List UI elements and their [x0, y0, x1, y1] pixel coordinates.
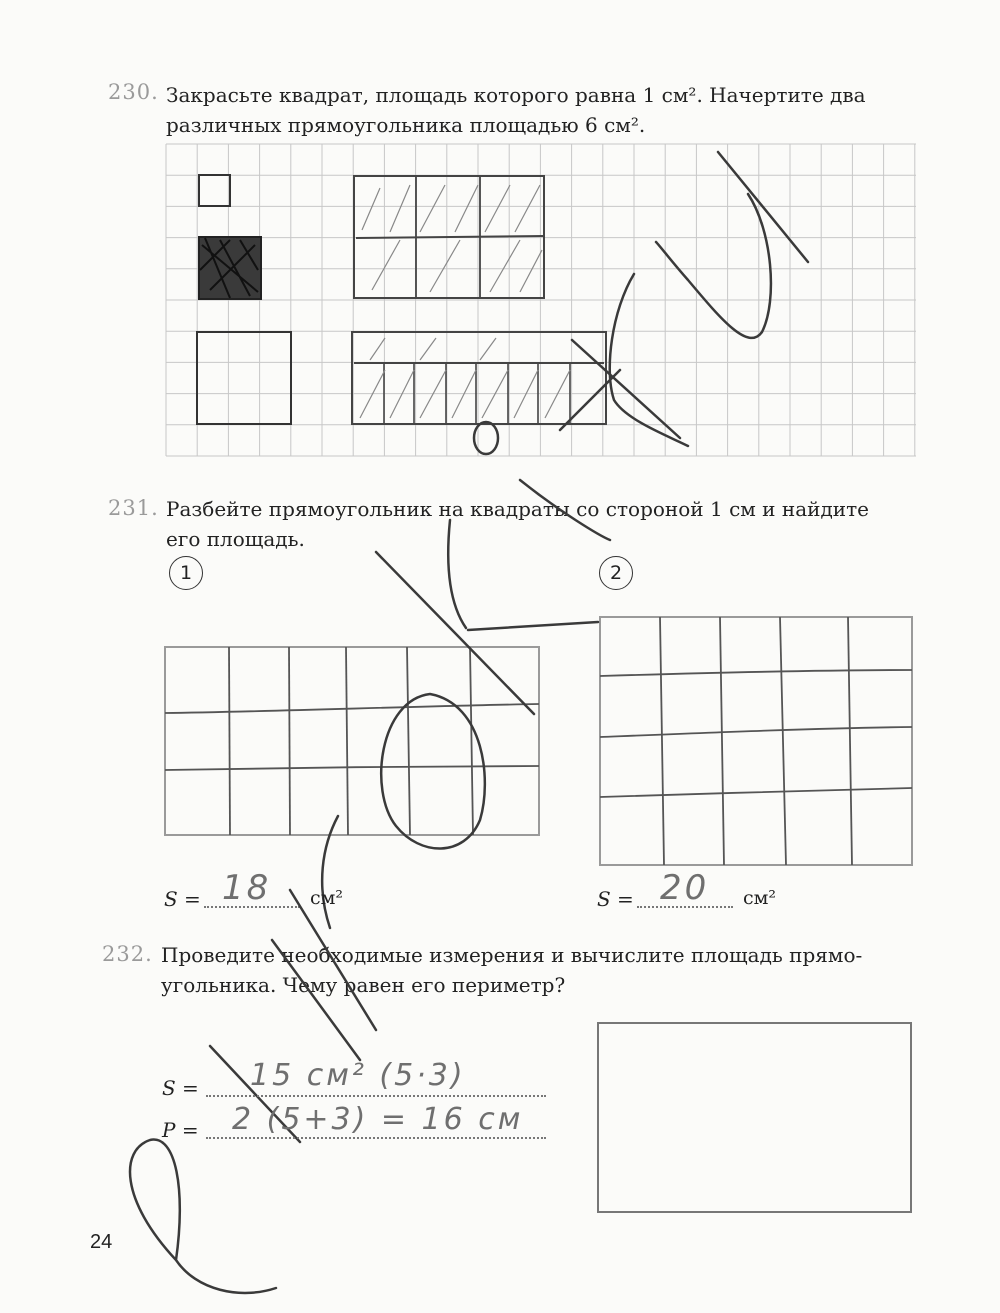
figure-1-label: 1: [169, 556, 203, 590]
figure-1-unit: см²: [310, 887, 344, 909]
area-answer-line: [206, 1095, 546, 1097]
figure-2-area-label: S =: [597, 887, 634, 911]
perimeter-answer-line: [206, 1137, 546, 1139]
area-answer-value: 15 см² (5·3): [250, 1058, 466, 1093]
task-231-number: 231.: [108, 496, 159, 520]
task-231-text: Разбейте прямоугольник на квадраты со стороной 1 см и найдите его площадь.: [166, 497, 869, 551]
figure-2-unit: см²: [743, 887, 777, 909]
task-230-number: 230.: [108, 80, 159, 104]
task-232-text: Проведите необходимые измерения и вычислите площадь прямо- угольника. Чему равен его периметр?: [161, 943, 863, 997]
task-230-text: Закрасьте квадрат, площадь которого равна 1 см². Начертите два различных прямоугольника площадью 6 см².: [166, 83, 866, 137]
figure-1-area-label: S =: [164, 887, 201, 911]
area-answer-label: S =: [162, 1076, 199, 1100]
perimeter-answer-value: 2 (5+3) = 16 см: [232, 1102, 524, 1137]
figure-2-label: 2: [599, 556, 633, 590]
figure-2-area-answer: 20: [660, 868, 710, 908]
page-number: 24: [90, 1231, 113, 1253]
perimeter-answer-label: P =: [162, 1118, 199, 1142]
task-232-number: 232.: [102, 942, 153, 966]
figure-1-area-answer: 18: [222, 868, 272, 908]
